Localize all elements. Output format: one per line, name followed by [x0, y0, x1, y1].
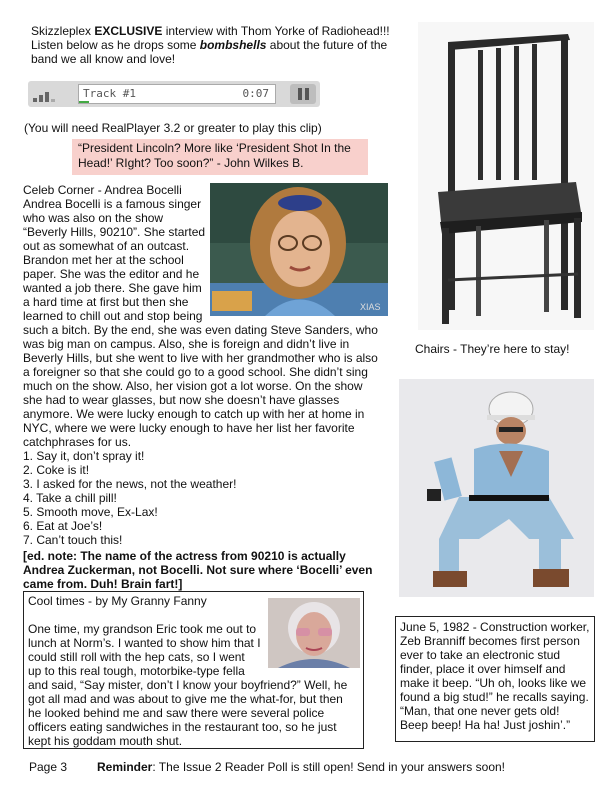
chair-photo — [418, 22, 594, 330]
granny-body: One time, my grandson Eric took me out to lunch at Norm’s. I wanted to show him that I could still roll with the hep cats, so I went up to this real tough, motorbike-type fella and said, “Say mister, don’t I know your boyfriend?” Well, he got all mad and was about to give me the what-for, but then he looked behind me and saw there were several police officers eating sandwiches in the restaurant too, so he just kept his goddam mouth shut. — [28, 622, 348, 748]
construction-worker-photo — [399, 379, 594, 597]
realplayer-note: (You will need RealPlayer 3.2 or greater to play this clip) — [24, 121, 322, 135]
celeb-body: Andrea Bocelli is a famous singer who was also on the show “Beverly Hills, 90210”. She started out as somewhat of an outcast. Brandon met her at the school paper. She was the editor and he wanted a job there. She gave him a hard time at first but then she learned to chill out and stop being such a bitch. By the end, she was even dating Steve Sanders, who was big man on campus. Also, she is foreign and didn’t live in Beverly Hills, but she went to live with her grandmother who is also a foreigner so that she could go to a good school. She didn’t sing much on the show. Also, her vision got a lot worse. On the show she had to wear glasses, but now she doesn’t have glasses anymore. We were lucky enough to catch up with her at home in NYC, where we were lucky enough to have her list her favorite catchphrases for us. — [23, 197, 378, 449]
list-item: 1. Say it, don’t spray it! — [23, 449, 145, 463]
volume-icon[interactable] — [33, 88, 55, 102]
track-progress-bar[interactable] — [79, 101, 89, 103]
intro-text: band we all know and love! — [31, 52, 176, 66]
track-display[interactable] — [78, 84, 276, 104]
granny-heading: Cool times - by My Granny Fanny — [28, 594, 207, 608]
intro-paragraph — [31, 24, 396, 66]
granny-photo — [268, 598, 360, 668]
editor-note: [ed. note: The name of the actress from 90210 is actually Andrea Zuckerman, not Bocelli. Not sure where ‘Bocelli’ even came from. Duh! Brain fart!] — [23, 549, 373, 591]
list-item: 7. Can’t touch this! — [23, 533, 123, 547]
list-item: 2. Coke is it! — [23, 463, 90, 477]
track-title: Track #1 — [83, 87, 136, 100]
catchphrase-list — [23, 449, 383, 547]
photo-watermark: XIAS — [360, 302, 381, 312]
reminder-label: Reminder — [97, 760, 153, 774]
page-number: Page 3 — [29, 760, 68, 774]
reminder-text: : The Issue 2 Reader Poll is still open! Send in your answers soon! — [152, 760, 505, 774]
intro-text: about the future of the — [266, 38, 388, 52]
audio-player — [28, 81, 320, 107]
pause-button[interactable] — [290, 84, 316, 104]
list-item: 5. Smooth move, Ex-Lax! — [23, 505, 158, 519]
intro-exclusive: EXCLUSIVE — [94, 24, 163, 38]
celeb-heading: Celeb Corner - Andrea Bocelli — [23, 183, 182, 197]
intro-bombshells: bombshells — [199, 38, 267, 52]
intro-text: interview with Thom Yorke of Radiohead!!! — [162, 24, 390, 38]
intro-text: Listen below as he drops some — [31, 38, 200, 52]
quote-box: “President Lincoln? More like ‘President Shot In the Head!’ RIght? Too soon?” - John Wilkes B. — [72, 139, 368, 175]
list-item: 3. I asked for the news, not the weather! — [23, 477, 237, 491]
chair-caption: Chairs - They’re here to stay! — [415, 342, 570, 356]
intro-text: Skizzleplex — [31, 24, 95, 38]
track-time: 0:07 — [242, 87, 269, 100]
reminder-line — [97, 760, 505, 774]
list-item: 6. Eat at Joe’s! — [23, 519, 103, 533]
list-item: 4. Take a chill pill! — [23, 491, 117, 505]
stud-finder-box: June 5, 1982 - Construction worker, Zeb Branniff becomes first person ever to take an electronic stud finder, place it over himself and make it beep. “Uh oh, looks like we found a big stud!” he recalls saying. “Man, that one never gets old! Beep beep! Ha ha! Just joshin’.” — [395, 616, 595, 742]
andrea-photo — [210, 183, 388, 316]
